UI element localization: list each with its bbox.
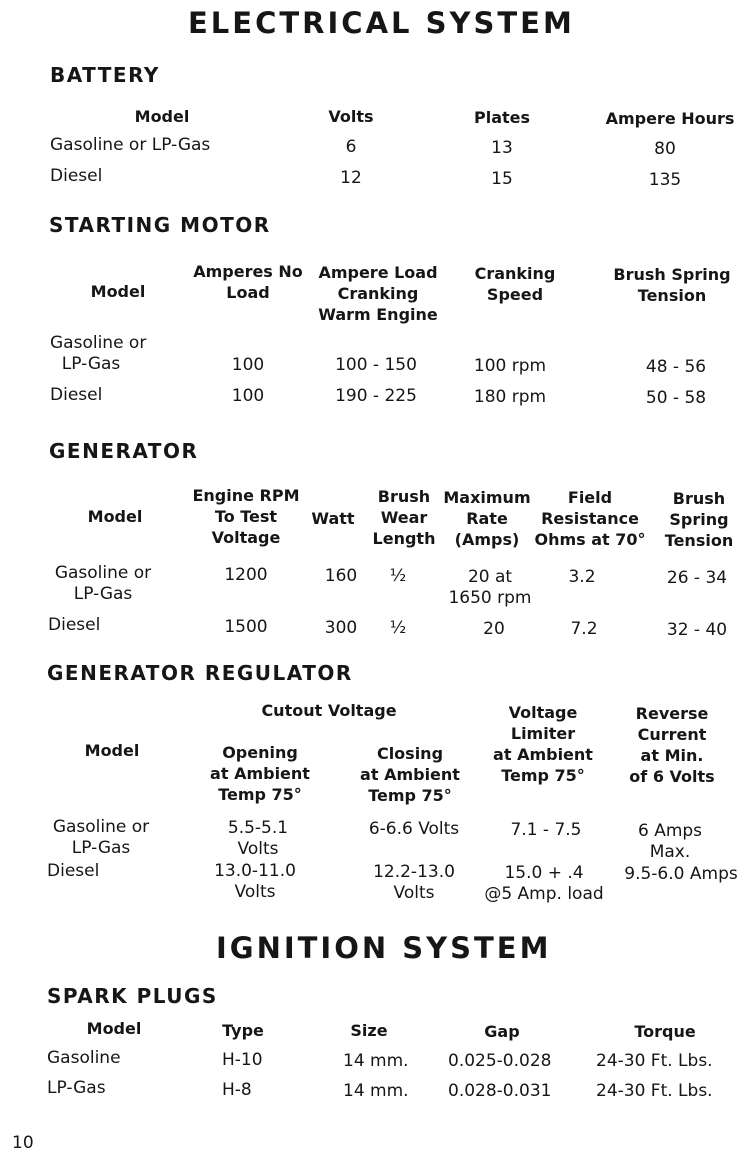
- regulator-header-reverse-current: Reverse Current at Min. of 6 Volts: [629, 704, 715, 786]
- starting-header-model: Model: [90, 282, 146, 301]
- battery-header-plates: Plates: [473, 108, 531, 127]
- generator-regulator-heading: GENERATOR REGULATOR: [47, 661, 353, 685]
- starting-header-brush-spring-tension: Brush Spring Tension: [613, 265, 731, 305]
- battery-r1-model: Gasoline or LP-Gas: [50, 135, 211, 155]
- starting-header-amperes-no-load: Amperes No Load: [193, 262, 303, 302]
- starting-header-ampere-load: Ampere Load Cranking Warm Engine: [318, 263, 438, 324]
- generator-r1-model: Gasoline or LP-Gas: [54, 563, 152, 604]
- battery-r1-plates: 13: [491, 138, 513, 158]
- spark-r2-type: H-8: [222, 1080, 252, 1100]
- regulator-r1-model: Gasoline or LP-Gas: [52, 817, 150, 858]
- generator-r1-engine-rpm: 1200: [224, 565, 268, 585]
- starting-r2-cranking-speed: 180 rpm: [473, 387, 547, 407]
- page-number: 10: [12, 1133, 34, 1153]
- regulator-r2-model: Diesel: [47, 861, 100, 881]
- ignition-title: IGNITION SYSTEM: [216, 931, 552, 965]
- spark-header-gap: Gap: [484, 1022, 520, 1041]
- starting-r2-amperes-no-load: 100: [231, 386, 265, 406]
- regulator-r1-opening: 5.5-5.1 Volts: [227, 818, 289, 859]
- generator-header-field-resistance: Field Resistance Ohms at 70°: [534, 488, 646, 549]
- battery-header-volts: Volts: [328, 107, 374, 126]
- starting-r2-model: Diesel: [50, 385, 103, 405]
- spark-header-size: Size: [350, 1021, 388, 1040]
- starting-r2-ampere-load: 190 - 225: [335, 386, 417, 406]
- battery-r2-volts: 12: [340, 168, 362, 188]
- generator-r2-engine-rpm: 1500: [224, 617, 268, 637]
- regulator-r1-reverse-current: 6 Amps Max.: [637, 821, 703, 862]
- generator-r2-maximum-rate: 20: [483, 619, 505, 639]
- spark-r1-size: 14 mm.: [343, 1051, 409, 1071]
- battery-r1-volts: 6: [345, 137, 357, 157]
- generator-r2-watt: 300: [324, 618, 358, 638]
- generator-header-maximum-rate: Maximum Rate (Amps): [443, 488, 531, 549]
- regulator-r2-reverse-current: 9.5-6.0 Amps: [624, 864, 738, 884]
- battery-header-ampere-hours: Ampere Hours: [605, 109, 735, 128]
- generator-header-brush-wear-length: Brush Wear Length: [372, 487, 436, 548]
- spark-r1-model: Gasoline: [47, 1048, 121, 1068]
- regulator-header-model: Model: [84, 741, 140, 760]
- starting-r2-brush-spring-tension: 50 - 58: [645, 388, 707, 408]
- generator-r1-watt: 160: [324, 566, 358, 586]
- starting-r1-cranking-speed: 100 rpm: [473, 356, 547, 376]
- spark-r1-gap: 0.025-0.028: [448, 1051, 552, 1071]
- generator-header-engine-rpm: Engine RPM To Test Voltage: [192, 486, 300, 547]
- spark-r1-torque: 24-30 Ft. Lbs.: [596, 1051, 713, 1071]
- generator-r2-brush-wear: ½: [389, 618, 407, 638]
- spark-header-torque: Torque: [634, 1022, 696, 1041]
- spark-r2-torque: 24-30 Ft. Lbs.: [596, 1081, 713, 1101]
- regulator-header-opening: Opening at Ambient Temp 75°: [210, 743, 310, 804]
- regulator-header-closing: Closing at Ambient Temp 75°: [360, 744, 460, 805]
- page-title: ELECTRICAL SYSTEM: [188, 6, 575, 40]
- spark-header-model: Model: [86, 1019, 142, 1038]
- starting-r1-brush-spring-tension: 48 - 56: [645, 357, 707, 377]
- starting-r1-ampere-load: 100 - 150: [335, 355, 417, 375]
- generator-r1-field-resistance: 3.2: [568, 567, 596, 587]
- generator-r2-brush-spring-tension: 32 - 40: [666, 620, 728, 640]
- starting-motor-heading: STARTING MOTOR: [49, 213, 271, 237]
- regulator-header-voltage-limiter: Voltage Limiter at Ambient Temp 75°: [493, 703, 593, 785]
- generator-r2-field-resistance: 7.2: [570, 619, 598, 639]
- starting-r1-model: Gasoline or LP-Gas: [50, 333, 147, 374]
- battery-r2-plates: 15: [491, 169, 513, 189]
- battery-r2-ampere-hours: 135: [648, 170, 682, 190]
- spark-r2-size: 14 mm.: [343, 1081, 409, 1101]
- spark-header-type: Type: [222, 1021, 264, 1040]
- generator-header-brush-spring-tension: Brush Spring Tension: [664, 489, 734, 550]
- battery-heading: BATTERY: [50, 63, 160, 87]
- generator-r2-model: Diesel: [48, 615, 101, 635]
- regulator-r1-closing: 6-6.6 Volts: [368, 819, 460, 839]
- generator-header-watt: Watt: [311, 509, 355, 528]
- battery-r1-ampere-hours: 80: [654, 139, 676, 159]
- regulator-r2-opening: 13.0-11.0 Volts: [214, 861, 296, 902]
- spark-plugs-heading: SPARK PLUGS: [47, 984, 218, 1008]
- battery-header-model: Model: [134, 107, 190, 126]
- starting-header-cranking-speed: Cranking Speed: [474, 264, 556, 304]
- regulator-r1-voltage-limiter: 7.1 - 7.5: [510, 820, 582, 840]
- starting-r1-amperes-no-load: 100: [231, 355, 265, 375]
- spark-r2-model: LP-Gas: [47, 1078, 106, 1098]
- regulator-r2-closing: 12.2-13.0 Volts: [373, 862, 455, 903]
- battery-r2-model: Diesel: [50, 166, 103, 186]
- generator-r1-maximum-rate: 20 at 1650 rpm: [448, 567, 532, 608]
- spark-r2-gap: 0.028-0.031: [448, 1081, 552, 1101]
- generator-heading: GENERATOR: [49, 439, 199, 463]
- regulator-r2-voltage-limiter: 15.0 + .4 @5 Amp. load: [484, 863, 604, 904]
- generator-header-model: Model: [87, 507, 143, 526]
- generator-r1-brush-wear: ½: [389, 566, 407, 586]
- spark-r1-type: H-10: [222, 1050, 263, 1070]
- regulator-header-cutout-voltage: Cutout Voltage: [261, 701, 397, 720]
- generator-r1-brush-spring-tension: 26 - 34: [666, 568, 728, 588]
